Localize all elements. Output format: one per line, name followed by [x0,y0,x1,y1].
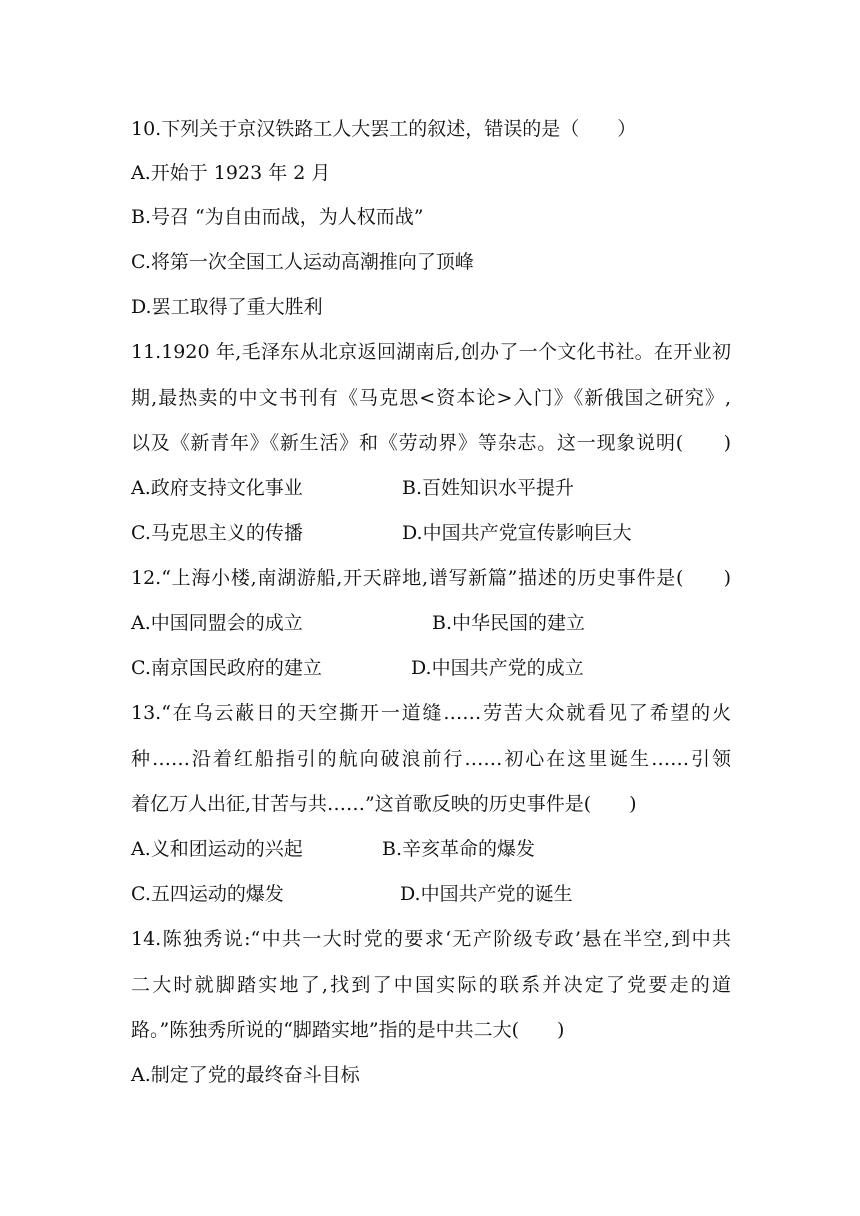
q12-option-a: A.中国同盟会的成立 [131,612,303,634]
q13-option-d: D.中国共产党的诞生 [400,883,573,905]
q14-option-a: A.制定了党的最终奋斗目标 [131,1064,360,1086]
q10-stem: 10.下列关于京汉铁路工人大罢工的叙述，错误的是（ ） [131,118,637,140]
q14-stem-line-1: 14.陈独秀说:“中共一大时党的要求‘无产阶级专政’悬在半空,到中共 [131,928,731,950]
q13-stem-line-3: 着亿万人出征,甘苦与共……”这首歌反映的历史事件是( ) [131,793,637,815]
q10-option-a: A.开始于 1923 年 2 月 [131,162,331,184]
q12-option-b: B.中华民国的建立 [432,612,586,634]
q11-stem-line-1: 11.1920 年,毛泽东从北京返回湖南后,创办了一个文化书社。在开业初 [131,341,731,363]
q14-stem-line-2: 二大时就脚踏实地了,找到了中国实际的联系并决定了党要走的道 [131,974,731,996]
q12-option-d: D.中国共产党的成立 [411,657,584,679]
q11-stem-line-3: 以及《新青年》《新生活》和《劳动界》等杂志。这一现象说明( ) [131,432,731,454]
q13-option-b: B.辛亥革命的爆发 [382,838,536,860]
q13-stem-line-1: 13.“在乌云蔽日的天空撕开一道缝……劳苦大众就看见了希望的火 [131,702,731,724]
q11-option-c: C.马克思主义的传播 [131,522,303,544]
q11-option-a: A.政府支持文化事业 [131,477,303,499]
q13-option-c: C.五四运动的爆发 [131,883,284,905]
q13-stem-line-2: 种……沿着红船指引的航向破浪前行……初心在这里诞生……引领 [131,748,731,770]
q10-option-c: C.将第一次全国工人运动高潮推向了顶峰 [131,251,474,273]
q12-option-c: C.南京国民政府的建立 [131,657,322,679]
q13-option-a: A.义和团运动的兴起 [131,838,303,860]
q11-option-b: B.百姓知识水平提升 [402,477,575,499]
q10-option-d: D.罢工取得了重大胜利 [131,296,323,318]
q11-stem-line-2: 期,最热卖的中文书刊有《马克思<资本论>入门》《新俄国之研究》, [131,387,731,409]
q11-option-d: D.中国共产党宣传影响巨大 [402,522,632,544]
q14-stem-line-3: 路。”陈独秀所说的“脚踏实地”指的是中共二大( ) [131,1019,565,1041]
q10-option-b: B.号召 “为自由而战，为人权而战” [131,206,424,228]
q12-stem: 12.“上海小楼,南湖游船,开天辟地,谱写新篇”描述的历史事件是( ) [131,567,731,589]
